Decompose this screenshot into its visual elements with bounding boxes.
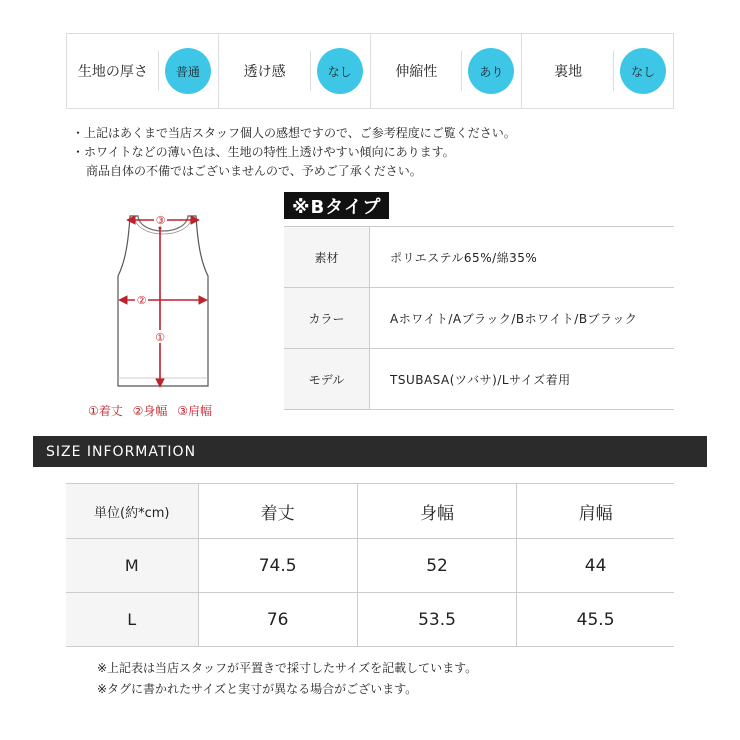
spec-row-model <box>284 349 674 410</box>
fabric-attributes-row <box>66 33 674 109</box>
tank-top-outline <box>118 216 208 386</box>
spec-value: ポリエステル65%/綿35% <box>390 250 538 265</box>
attr-stretch <box>371 34 523 108</box>
header-unit: 単位(約*cm) <box>66 484 198 539</box>
table-cell: 52 <box>357 539 516 593</box>
attr-lining <box>522 34 674 108</box>
spec-table <box>284 226 674 410</box>
attr-label: 伸縮性 <box>395 64 438 80</box>
notes <box>72 124 516 181</box>
legend-item: ②身幅 <box>132 404 168 418</box>
size-label: L <box>66 593 198 647</box>
attr-label: 透け感 <box>243 64 286 80</box>
marker-2: ② <box>136 294 147 307</box>
header-body-width: 身幅 <box>357 484 516 539</box>
table-cell: 44 <box>517 539 674 593</box>
marker-3: ③ <box>155 214 166 227</box>
size-label: M <box>66 539 198 593</box>
attr-label: 裏地 <box>554 64 583 80</box>
footnotes <box>97 658 477 700</box>
legend-item: ①着丈 <box>88 404 123 418</box>
divider <box>461 51 462 91</box>
divider <box>158 51 159 91</box>
tank-top-measurement-diagram <box>108 208 218 394</box>
legend-item: ③肩幅 <box>177 404 212 418</box>
note-line: ・ホワイトなどの薄い色は、生地の特性上透けやすい傾向にあります。 <box>72 145 455 159</box>
attr-badge: なし <box>317 48 363 94</box>
size-table-header-row <box>66 484 674 539</box>
table-cell: 74.5 <box>198 539 357 593</box>
spec-value: Aホワイト/Aブラック/Bホワイト/Bブラック <box>390 311 638 326</box>
note-line: ・上記はあくまで当店スタッフ個人の感想ですので、ご参考程度にご覧ください。 <box>72 126 516 140</box>
note-line: 商品自体の不備ではございませんので、予めご了承ください。 <box>86 164 422 178</box>
footnote-line: ※タグに書かれたサイズと実寸が異なる場合がございます。 <box>97 682 418 696</box>
attr-thickness <box>66 34 219 108</box>
table-cell: 53.5 <box>357 593 516 647</box>
attr-sheerness <box>219 34 371 108</box>
spec-row-color <box>284 288 674 349</box>
attr-badge: なし <box>620 48 666 94</box>
footnote-line: ※上記表は当店スタッフが平置きで採寸したサイズを記載しています。 <box>97 661 478 675</box>
spec-row-material <box>284 227 674 288</box>
attr-badge: 普通 <box>165 48 211 94</box>
header-length: 着丈 <box>198 484 357 539</box>
size-table <box>66 483 674 647</box>
table-row <box>66 539 674 593</box>
spec-label: モデル <box>284 349 370 409</box>
spec-label: 素材 <box>284 227 370 287</box>
divider <box>613 51 614 91</box>
spec-value: TSUBASA(ツバサ)/Lサイズ着用 <box>390 372 571 387</box>
table-cell: 76 <box>198 593 357 647</box>
table-row <box>66 593 674 647</box>
table-cell: 45.5 <box>517 593 674 647</box>
size-information-heading: SIZE INFORMATION <box>33 436 707 467</box>
marker-1: ① <box>155 331 165 344</box>
attr-badge: あり <box>468 48 514 94</box>
spec-label: カラー <box>284 288 370 348</box>
header-shoulder-width: 肩幅 <box>517 484 674 539</box>
diagram-legend <box>88 402 218 419</box>
b-type-heading: ※Bタイプ <box>284 192 389 219</box>
divider <box>310 51 311 91</box>
attr-label: 生地の厚さ <box>77 64 148 80</box>
